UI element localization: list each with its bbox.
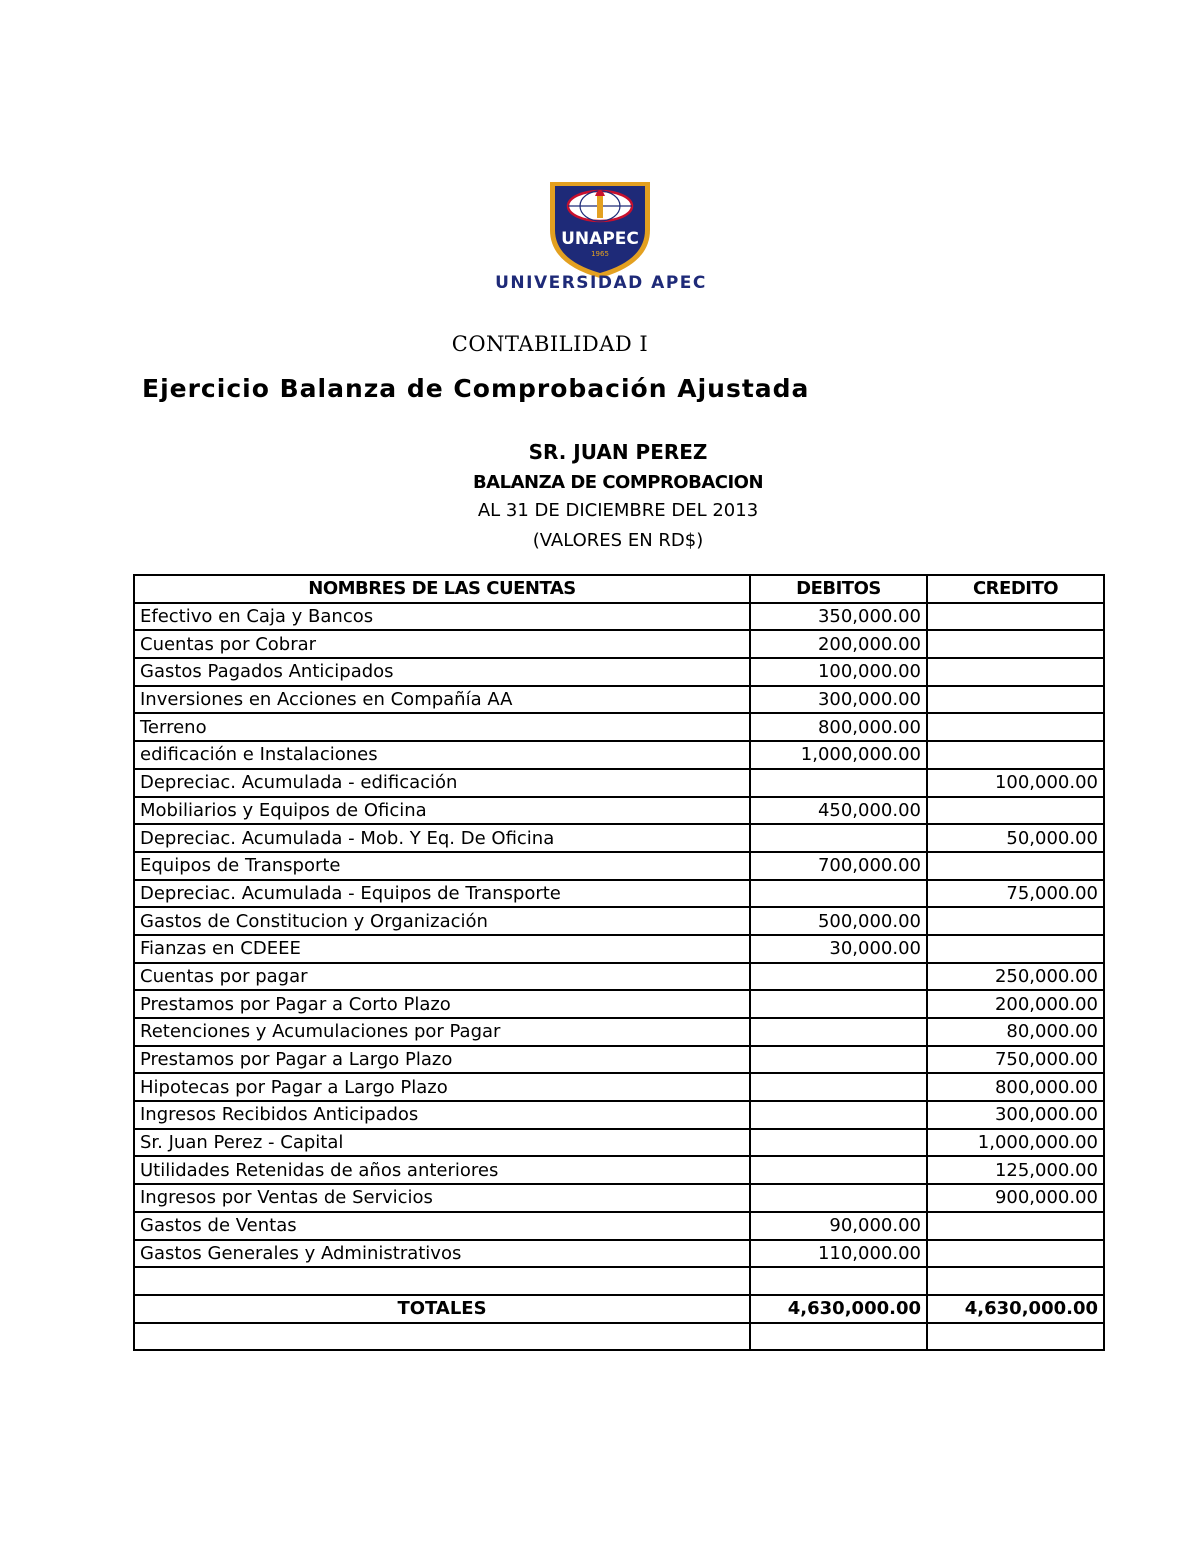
account-name-cell: Ingresos por Ventas de Servicios: [134, 1184, 750, 1212]
debit-cell: 200,000.00: [750, 630, 927, 658]
account-name-cell: Depreciac. Acumulada - edificación: [134, 769, 750, 797]
debit-cell: [750, 769, 927, 797]
trial-balance-table: [133, 574, 1105, 1351]
table-row: [134, 963, 1104, 991]
debit-cell: 100,000.00: [750, 658, 927, 686]
debit-cell: 1,000,000.00: [750, 741, 927, 769]
account-name-cell: Ingresos Recibidos Anticipados: [134, 1101, 750, 1129]
credit-cell: 125,000.00: [927, 1156, 1104, 1184]
account-name-cell: [134, 1323, 750, 1351]
table-row: [134, 907, 1104, 935]
account-name-cell: [134, 1267, 750, 1295]
credit-cell: 800,000.00: [927, 1073, 1104, 1101]
debit-cell: 30,000.00: [750, 935, 927, 963]
table-row: [134, 658, 1104, 686]
table-row: [134, 1073, 1104, 1101]
table-row: [134, 769, 1104, 797]
credit-cell: 250,000.00: [927, 963, 1104, 991]
account-name-cell: Mobiliarios y Equipos de Oficina: [134, 797, 750, 825]
debit-cell: [750, 1156, 927, 1184]
header-account-names: NOMBRES DE LAS CUENTAS: [134, 575, 750, 603]
table-row: [134, 1156, 1104, 1184]
account-name-cell: Prestamos por Pagar a Largo Plazo: [134, 1046, 750, 1074]
table-row: [134, 1184, 1104, 1212]
course-title: CONTABILIDAD I: [451, 332, 649, 356]
table-row: [134, 713, 1104, 741]
debit-cell: 800,000.00: [750, 713, 927, 741]
debit-cell: [750, 990, 927, 1018]
credit-cell: 4,630,000.00: [927, 1295, 1104, 1323]
debit-cell: [750, 880, 927, 908]
shield-year: 1965: [591, 250, 609, 258]
debit-cell: 700,000.00: [750, 852, 927, 880]
account-name-cell: Retenciones y Acumulaciones por Pagar: [134, 1018, 750, 1046]
credit-cell: 50,000.00: [927, 824, 1104, 852]
table-row: [134, 1129, 1104, 1157]
credit-cell: 80,000.00: [927, 1018, 1104, 1046]
account-name-cell: edificación e Instalaciones: [134, 741, 750, 769]
account-name-cell: Inversiones en Acciones en Compañía AA: [134, 686, 750, 714]
account-name-cell: Depreciac. Acumulada - Mob. Y Eq. De Oficina: [134, 824, 750, 852]
credit-cell: 1,000,000.00: [927, 1129, 1104, 1157]
account-name-cell: Terreno: [134, 713, 750, 741]
table-row: [134, 852, 1104, 880]
report-units: (VALORES EN RD$): [532, 530, 704, 551]
debit-cell: 90,000.00: [750, 1212, 927, 1240]
table-row: [134, 1101, 1104, 1129]
credit-cell: 75,000.00: [927, 880, 1104, 908]
table-row: [134, 1323, 1104, 1351]
credit-cell: [927, 658, 1104, 686]
table-row: [134, 1267, 1104, 1295]
debit-cell: [750, 1018, 927, 1046]
account-name-cell: Sr. Juan Perez - Capital: [134, 1129, 750, 1157]
account-name-cell: Prestamos por Pagar a Corto Plazo: [134, 990, 750, 1018]
report-name: BALANZA DE COMPROBACION: [472, 472, 764, 493]
account-name-cell: Cuentas por Cobrar: [134, 630, 750, 658]
report-person: SR. JUAN PEREZ: [528, 440, 708, 464]
table-row: [134, 630, 1104, 658]
account-name-cell: Depreciac. Acumulada - Equipos de Transporte: [134, 880, 750, 908]
credit-cell: 100,000.00: [927, 769, 1104, 797]
shield-text: UNAPEC: [561, 229, 639, 249]
debit-cell: [750, 824, 927, 852]
credit-cell: [927, 686, 1104, 714]
debit-cell: [750, 1184, 927, 1212]
table-row: [134, 824, 1104, 852]
debit-cell: 500,000.00: [750, 907, 927, 935]
account-name-cell: Utilidades Retenidas de años anteriores: [134, 1156, 750, 1184]
account-name-cell: Equipos de Transporte: [134, 852, 750, 880]
header-debits: DEBITOS: [750, 575, 927, 603]
table-row: [134, 741, 1104, 769]
debit-cell: [750, 1073, 927, 1101]
credit-cell: [927, 741, 1104, 769]
account-name-cell: Gastos Pagados Anticipados: [134, 658, 750, 686]
table-row: [134, 935, 1104, 963]
totals-row: [134, 1295, 1104, 1323]
credit-cell: 900,000.00: [927, 1184, 1104, 1212]
account-name-cell: Gastos Generales y Administrativos: [134, 1240, 750, 1268]
credit-cell: [927, 603, 1104, 631]
table-row: [134, 1018, 1104, 1046]
account-name-cell: Gastos de Ventas: [134, 1212, 750, 1240]
debit-cell: [750, 963, 927, 991]
credit-cell: [927, 1240, 1104, 1268]
table-header-row: [134, 575, 1104, 603]
logo-wordmark: UNIVERSIDAD APEC: [495, 273, 707, 293]
table-row: [134, 1212, 1104, 1240]
table-row: [134, 990, 1104, 1018]
table-row: [134, 603, 1104, 631]
table-row: [134, 686, 1104, 714]
table-row: [134, 1046, 1104, 1074]
debit-cell: [750, 1129, 927, 1157]
debit-cell: [750, 1046, 927, 1074]
credit-cell: [927, 630, 1104, 658]
debit-cell: [750, 1267, 927, 1295]
universidad-apec-logo: [470, 178, 732, 294]
debit-cell: 450,000.00: [750, 797, 927, 825]
torch-icon: [597, 194, 603, 218]
credit-cell: [927, 713, 1104, 741]
debit-cell: 300,000.00: [750, 686, 927, 714]
credit-cell: [927, 1212, 1104, 1240]
report-date: AL 31 DE DICIEMBRE DEL 2013: [477, 500, 759, 521]
account-name-cell: Efectivo en Caja y Bancos: [134, 603, 750, 631]
table-row: [134, 880, 1104, 908]
debit-cell: 350,000.00: [750, 603, 927, 631]
credit-cell: [927, 1267, 1104, 1295]
credit-cell: [927, 907, 1104, 935]
account-name-cell: TOTALES: [134, 1295, 750, 1323]
debit-cell: 110,000.00: [750, 1240, 927, 1268]
debit-cell: 4,630,000.00: [750, 1295, 927, 1323]
exercise-title: Ejercicio Balanza de Comprobación Ajustada: [142, 374, 810, 403]
account-name-cell: Fianzas en CDEEE: [134, 935, 750, 963]
debit-cell: [750, 1101, 927, 1129]
credit-cell: [927, 1323, 1104, 1351]
header-credits: CREDITO: [927, 575, 1104, 603]
credit-cell: [927, 797, 1104, 825]
credit-cell: 300,000.00: [927, 1101, 1104, 1129]
account-name-cell: Gastos de Constitucion y Organización: [134, 907, 750, 935]
table-row: [134, 797, 1104, 825]
credit-cell: [927, 935, 1104, 963]
debit-cell: [750, 1323, 927, 1351]
credit-cell: 200,000.00: [927, 990, 1104, 1018]
credit-cell: 750,000.00: [927, 1046, 1104, 1074]
table-row: [134, 1240, 1104, 1268]
account-name-cell: Hipotecas por Pagar a Largo Plazo: [134, 1073, 750, 1101]
account-name-cell: Cuentas por pagar: [134, 963, 750, 991]
credit-cell: [927, 852, 1104, 880]
